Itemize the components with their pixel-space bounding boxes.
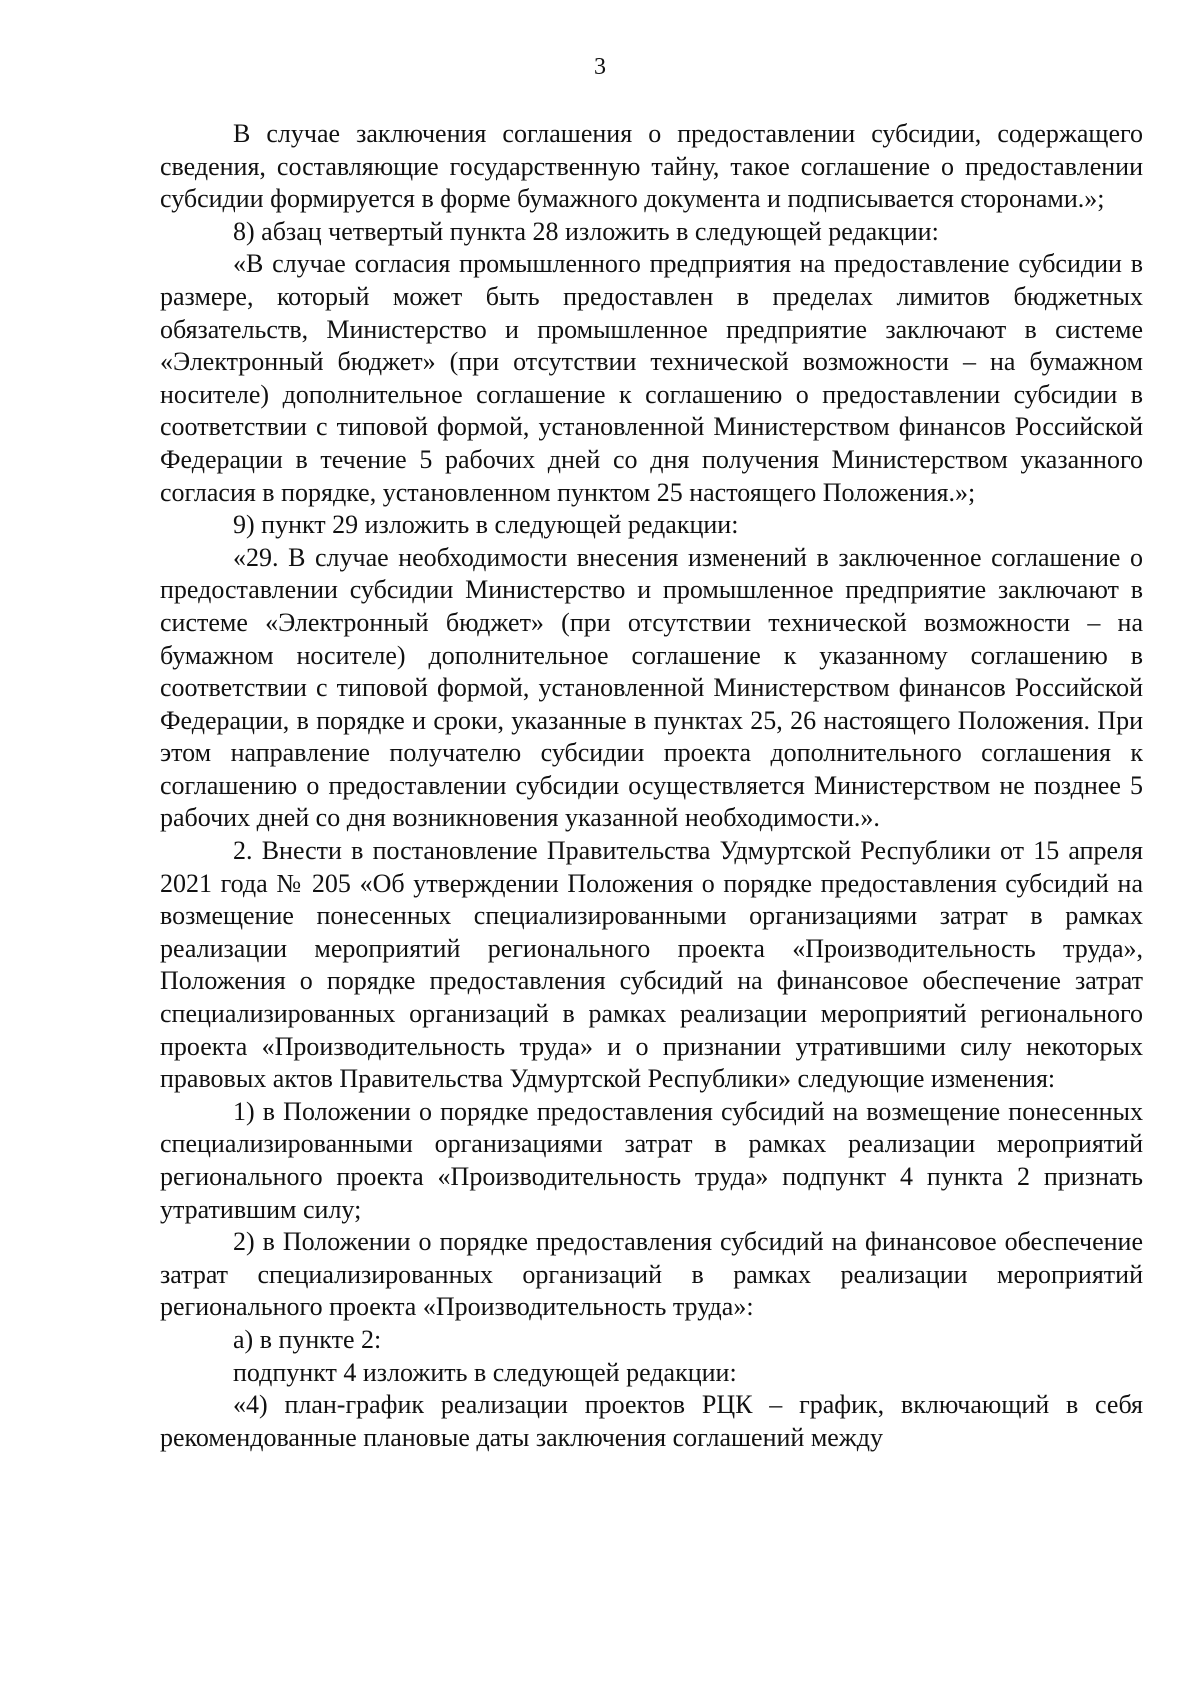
paragraph-item-8-quote: «В случае согласия промышленного предприятия на предоставление субсидии в размере, который может быть предоставлен в пределах лимитов бюджетных обязательств, Министерство и промышленное предприятие заключают в системе «Электронный бюджет» (при отсутствии технической возможности – на бумажном носителе) дополнительное соглашение к соглашению о предоставлении субсидии в соответствии с типовой формой, установленной Министерством финансов Российской Федерации в течение 5 рабочих дней со дня получения Министерством указанного согласия в порядке, установленном пунктом 25 настоящего Положения.»;: [160, 249, 1143, 507]
paragraph-subitem-2: 2) в Положении о порядке предоставления субсидий на финансовое обеспечение затрат специализированных организаций в рамках реализации мероприятий регионального проекта «Производительность труда»:: [160, 1227, 1143, 1322]
paragraph-item-9: 9) пункт 29 изложить в следующей редакции:: [233, 510, 739, 540]
paragraph-subitem-1: 1) в Положении о порядке предоставления субсидий на возмещение понесенных специализированными организациями затрат в рамках реализации мероприятий регионального проекта «Производительность труда» подпункт 4 пункта 2 признать утратившим силу;: [160, 1096, 1143, 1224]
paragraph-secret-agreement: В случае заключения соглашения о предоставлении субсидии, содержащего сведения, составляющие государственную тайну, такое соглашение о предоставлении субсидии формируется в форме бумажного документа и подписывается сторонами.»;: [160, 119, 1143, 214]
paragraph-subitem-a: а) в пункте 2:: [233, 1324, 382, 1354]
paragraph-section-2: 2. Внести в постановление Правительства Удмуртской Республики от 15 апреля 2021 года № 205 «Об утверждении Положения о порядке предоставления субсидий на возмещение понесенных специализированными организациями затрат в рамках реализации мероприятий регионального проекта «Производительность труда», Положения о порядке предоставления субсидий на финансовое обеспечение затрат специализированных организаций в рамках реализации мероприятий регионального проекта «Производительность труда» и о признании утратившими силу некоторых правовых актов Правительства Удмуртской Республики» следующие изменения:: [160, 836, 1143, 1094]
page-number: 3: [594, 54, 606, 80]
paragraph-item-29-quote: «29. В случае необходимости внесения изменений в заключенное соглашение о предоставлении субсидии Министерство и промышленное предприятие заключают в системе «Электронный бюджет» (при отсутствии технической возможности – на бумажном носителе) дополнительное соглашение к указанному соглашению в соответствии с типовой формой, установленной Министерством финансов Российской Федерации, в порядке и сроки, указанные в пунктах 25, 26 настоящего Положения. При этом направление получателю субсидии проекта дополнительного соглашения к соглашению о предоставлении субсидии осуществляется Министерством не позднее 5 рабочих дней со дня возникновения указанной необходимости.».: [160, 542, 1143, 833]
paragraph-subpoint-4-intro: подпункт 4 изложить в следующей редакции:: [233, 1357, 737, 1387]
paragraph-item-8: 8) абзац четвертый пункта 28 изложить в следующей редакции:: [233, 216, 939, 246]
document-body: [160, 118, 1143, 1454]
paragraph-subpoint-4-quote: «4) план-график реализации проектов РЦК – график, включающий в себя рекомендованные плановые даты заключения соглашений между: [160, 1390, 1143, 1452]
